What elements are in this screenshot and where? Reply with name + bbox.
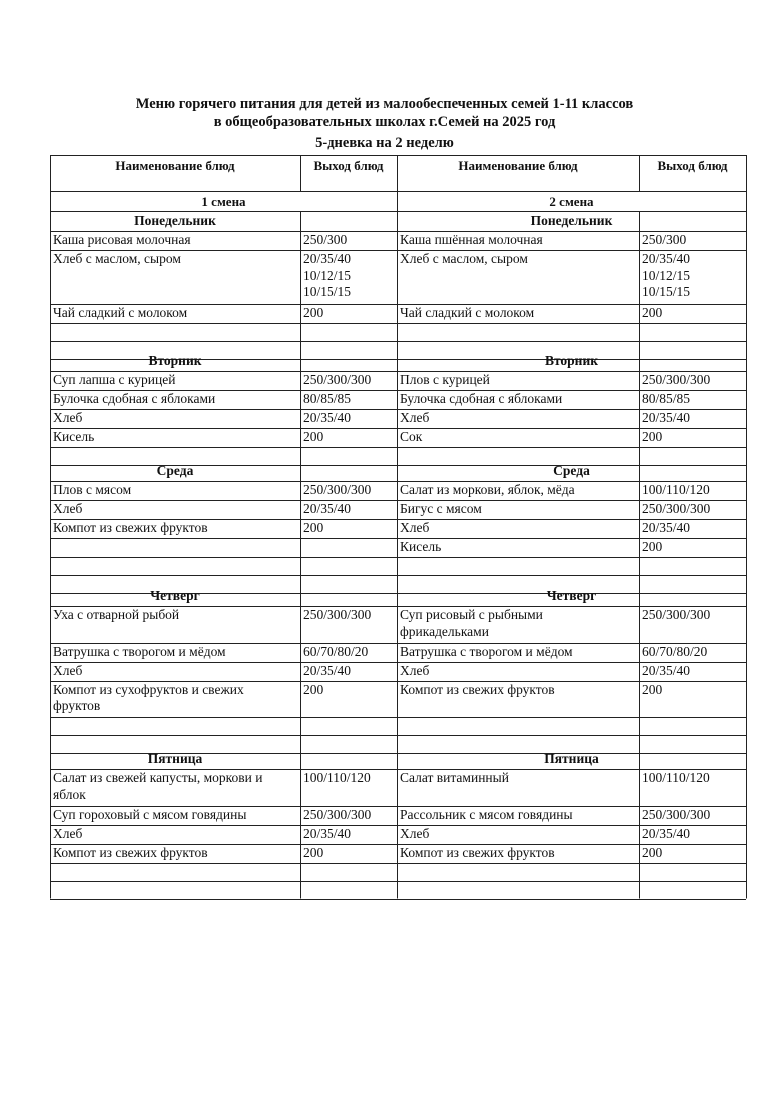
day-name-fri-shift1: Пятница [147,751,203,766]
yield-mon-shift1-0: 250/300 [303,232,348,247]
yield-mon-shift1-2: 200 [303,305,324,320]
dish-fri-shift1-3: Компот из свежих фруктов [53,844,208,860]
dish-mon-shift1-2: Чай сладкий с молоком [53,305,188,320]
day-name-mon-shift2: Понедельник [530,213,613,228]
yield-mon-shift2-1: 20/35/40 10/12/15 10/15/15 [642,251,691,299]
header-yield-left: Выход блюд [313,158,384,173]
yield-fri-shift1-1: 250/300/300 [303,806,372,822]
day-name-fri-shift2: Пятница [544,751,599,766]
dish-fri-shift2-1: Рассольник с мясом говядины [400,806,573,822]
yield-tue-shift1-1: 80/85/85 [303,391,352,406]
yield-fri-shift2-3: 200 [642,844,663,860]
dish-tue-shift2-2: Хлеб [400,410,430,425]
dish-wed-shift2-3: Кисель [400,539,442,554]
yield-mon-shift2-2: 200 [642,305,663,320]
dish-tue-shift1-0: Суп лапша с курицей [53,372,176,387]
yield-tue-shift2-1: 80/85/85 [642,391,691,406]
yield-fri-shift2-2: 20/35/40 [642,825,691,841]
shift-2-label: 2 смена [549,194,594,209]
dish-wed-shift1-0: Плов с мясом [53,482,132,497]
dish-tue-shift2-1: Булочка сдобная с яблоками [400,391,563,406]
yield-thu-shift2-0: 250/300/300 [642,607,711,622]
shift-1-label: 1 смена [201,194,246,209]
dish-mon-shift2-0: Каша пшённая молочная [400,232,543,247]
dish-fri-shift1-1: Суп гороховый с мясом говядины [53,806,247,822]
yield-tue-shift2-0: 250/300/300 [642,372,711,387]
dish-thu-shift1-2: Хлеб [53,662,83,678]
dish-wed-shift2-2: Хлеб [400,520,430,535]
day-name-tue-shift1: Вторник [148,353,202,368]
dish-fri-shift2-3: Компот из свежих фруктов [400,844,555,860]
yield-thu-shift1-2: 20/35/40 [303,662,352,678]
yield-fri-shift1-3: 200 [303,844,324,860]
yield-mon-shift2-0: 250/300 [642,232,687,247]
yield-fri-shift1-0: 100/110/120 [303,770,371,785]
menu-title-line3: 5-дневка на 2 неделю [315,135,454,151]
yield-tue-shift2-3: 200 [642,429,663,444]
dish-thu-shift2-3: Компот из свежих фруктов [400,681,555,697]
dish-fri-shift2-2: Хлеб [400,825,430,841]
dish-thu-shift2-1: Ватрушка с творогом и мёдом [400,643,573,659]
day-name-wed-shift2: Среда [553,463,590,478]
menu-title-line2: в общеобразовательных школах г.Семей на 2025 год [213,114,556,130]
dish-wed-shift2-1: Бигус с мясом [400,501,482,516]
dish-fri-shift1-0: Салат из свежей капусты, моркови и яблок [53,770,263,802]
dish-fri-shift1-2: Хлеб [53,825,83,841]
header-yield-right: Выход блюд [657,158,728,173]
day-name-tue-shift2: Вторник [544,353,599,368]
dish-thu-shift2-0: Суп рисовый с рыбными фрикадельками [400,607,543,639]
dish-wed-shift1-1: Хлеб [53,501,83,516]
dish-fri-shift2-0: Салат витаминный [400,770,509,785]
day-name-thu-shift2: Четверг [546,588,597,603]
yield-thu-shift1-1: 60/70/80/20 [303,643,369,659]
yield-fri-shift2-1: 250/300/300 [642,806,711,822]
yield-fri-shift2-0: 100/110/120 [642,770,710,785]
header-dish-left: Наименование блюд [115,158,235,173]
dish-mon-shift2-2: Чай сладкий с молоком [400,305,535,320]
header-dish-right: Наименование блюд [458,158,578,173]
yield-wed-shift1-0: 250/300/300 [303,482,372,497]
dish-mon-shift1-1: Хлеб с маслом, сыром [53,251,181,266]
dish-tue-shift1-3: Кисель [53,429,95,444]
yield-tue-shift1-3: 200 [303,429,324,444]
dish-tue-shift2-3: Сок [400,429,423,444]
yield-tue-shift1-0: 250/300/300 [303,372,372,387]
menu-title-line1: Меню горячего питания для детей из малообеспеченных семей 1-11 классов [135,96,634,112]
yield-tue-shift2-2: 20/35/40 [642,410,691,425]
yield-thu-shift1-3: 200 [303,681,324,697]
yield-wed-shift2-1: 250/300/300 [642,501,711,516]
dish-tue-shift1-1: Булочка сдобная с яблоками [53,391,216,406]
yield-mon-shift1-1: 20/35/40 10/12/15 10/15/15 [303,251,352,299]
yield-wed-shift2-0: 100/110/120 [642,482,710,497]
yield-wed-shift1-1: 20/35/40 [303,501,352,516]
dish-thu-shift1-1: Ватрушка с творогом и мёдом [53,643,226,659]
yield-wed-shift2-2: 20/35/40 [642,520,691,535]
dish-mon-shift2-1: Хлеб с маслом, сыром [400,251,528,266]
dish-wed-shift1-2: Компот из свежих фруктов [53,520,208,535]
yield-thu-shift2-1: 60/70/80/20 [642,643,708,659]
day-name-wed-shift1: Среда [156,463,194,478]
yield-wed-shift2-3: 200 [642,539,663,554]
day-name-mon-shift1: Понедельник [134,213,216,228]
dish-mon-shift1-0: Каша рисовая молочная [53,232,191,247]
yield-thu-shift1-0: 250/300/300 [303,607,372,622]
dish-thu-shift1-3: Компот из сухофруктов и свежих фруктов [53,681,244,713]
dish-tue-shift1-2: Хлеб [53,410,83,425]
yield-wed-shift1-2: 200 [303,520,324,535]
yield-thu-shift2-2: 20/35/40 [642,662,691,678]
dish-thu-shift1-0: Уха с отварной рыбой [53,607,180,622]
day-name-thu-shift1: Четверг [150,588,200,603]
dish-tue-shift2-0: Плов с курицей [400,372,490,387]
yield-thu-shift2-3: 200 [642,681,663,697]
dish-thu-shift2-2: Хлеб [400,662,430,678]
dish-wed-shift2-0: Салат из моркови, яблок, мёда [400,482,575,497]
yield-tue-shift1-2: 20/35/40 [303,410,352,425]
yield-fri-shift1-2: 20/35/40 [303,825,352,841]
